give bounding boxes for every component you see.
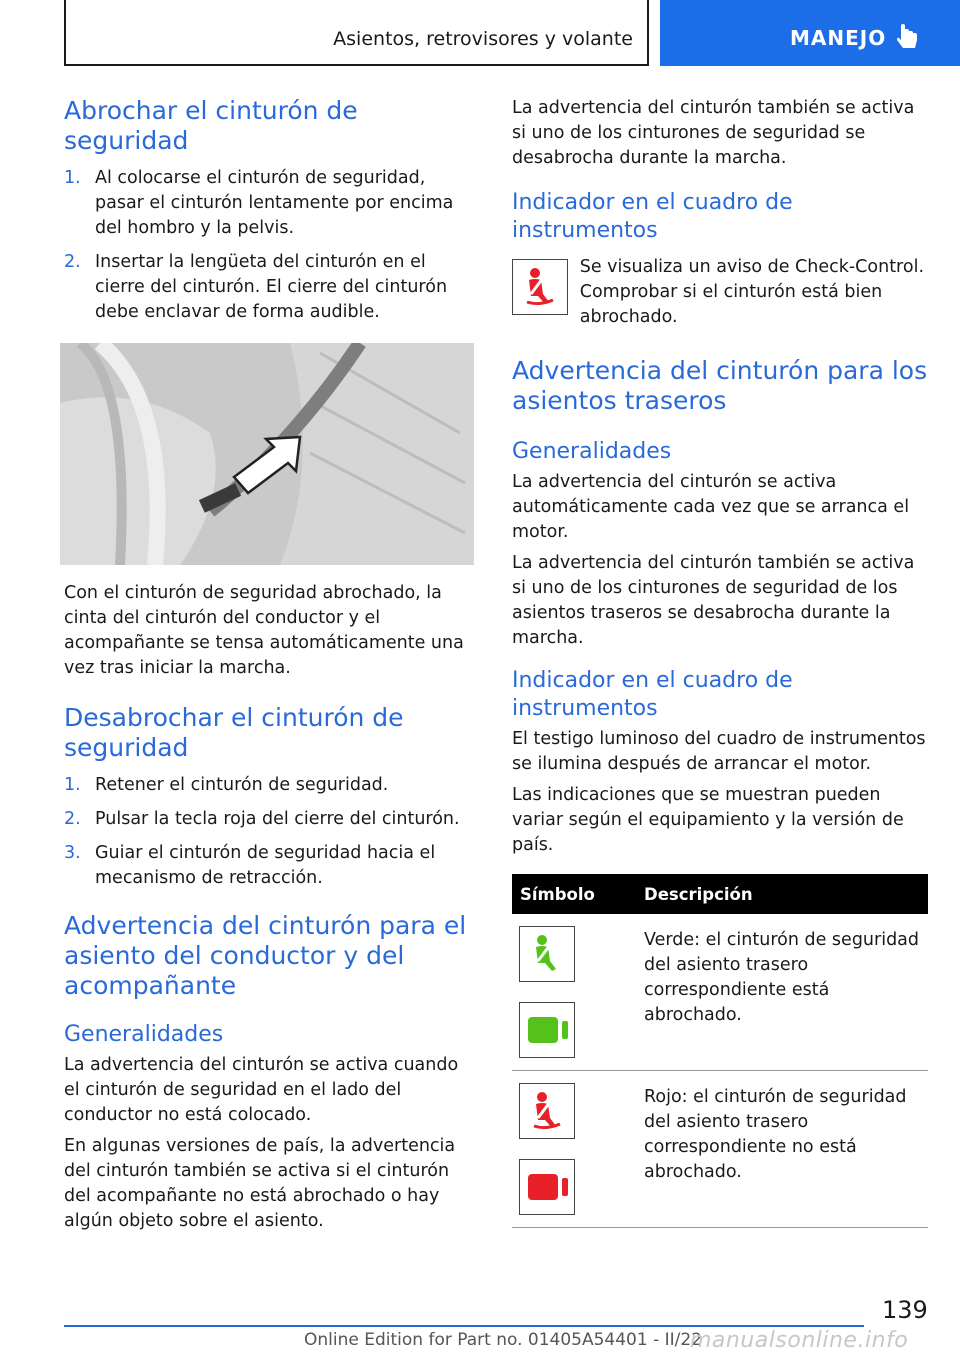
heading-advertencia-traseros: Advertencia del cinturón para los asientos traseros	[512, 356, 928, 415]
rear-belt-green-icon	[519, 926, 575, 982]
heading-generalidades: Generalidades	[64, 1022, 224, 1047]
paragraph: La advertencia del cinturón se activa cuando el cinturón de seguridad en el lado del conductor no está colocado.	[64, 1055, 459, 1125]
steering-hand-icon	[895, 22, 921, 52]
header-chapter-tab	[660, 0, 960, 66]
heading-indicador: Indicador en el cuadro de instrumentos	[512, 190, 793, 243]
table-header-symbol: Símbolo	[512, 874, 636, 914]
list-item: 2. Insertar la lengüeta del cinturón en el cierre del cinturón. El cierre del cinturón debe enclavar de forma audible.	[64, 252, 448, 322]
paragraph: Las indicaciones que se muestran pueden variar según el equipamiento y la versión de país.	[512, 785, 904, 855]
watermark: manualsonline.info	[690, 1328, 909, 1353]
table-row	[512, 1071, 928, 1228]
heading-abrochar: Abrochar el cinturón de seguridad	[64, 96, 358, 155]
seatbelt-photo	[60, 343, 474, 565]
list-item: 1. Retener el cinturón de seguridad.	[64, 775, 389, 795]
list-item: 2. Pulsar la tecla roja del cierre del cinturón.	[64, 809, 460, 829]
paragraph: La advertencia del cinturón también se activa si uno de los cinturones de seguridad de los asientos traseros se desabrocha durante la marcha.	[512, 553, 915, 648]
heading-indicador: Indicador en el cuadro de instrumentos	[512, 668, 793, 721]
header-section-title: Asientos, retrovisores y volante	[333, 28, 633, 50]
table-cell-description: Verde: el cinturón de seguridad del asiento trasero correspondiente está abrochado.	[636, 914, 928, 1071]
paragraph: En algunas versiones de país, la advertencia del cinturón también se activa si el cinturón del acompañante no está abrochado o hay algún objeto sobre el asiento.	[64, 1136, 456, 1231]
rear-belt-red-icon	[519, 1083, 575, 1139]
rear-seat-red-icon	[519, 1159, 575, 1215]
steps-desabrochar	[64, 773, 478, 891]
right-column	[512, 96, 928, 1228]
heading-advertencia-delanteros: Advertencia del cinturón para el asiento del conductor y del acompañante	[64, 911, 467, 1000]
footer-divider	[64, 1325, 864, 1327]
seatbelt-warning-icon	[512, 259, 568, 315]
paragraph: La advertencia del cinturón también se activa si uno de los cinturones de seguridad se desabrocha durante la marcha.	[512, 98, 915, 168]
steps-abrochar	[64, 166, 478, 325]
heading-generalidades: Generalidades	[512, 439, 672, 464]
left-column	[64, 96, 478, 1234]
list-item: 1. Al colocarse el cinturón de seguridad, pasar el cinturón lentamente por encima del hombro y la pelvis.	[64, 168, 454, 238]
table-cell-description: Rojo: el cinturón de seguridad del asiento trasero correspondiente no está abrochado.	[636, 1071, 928, 1228]
header-chapter-title: MANEJO	[790, 26, 887, 50]
seatbelt-illustration	[60, 343, 474, 565]
header-section-box	[64, 0, 649, 66]
photo-caption: Con el cinturón de seguridad abrochado, la cinta del cinturón del conductor y el acompañante se tensa automáticamente una vez tras iniciar la marcha.	[64, 583, 464, 678]
rear-seat-green-icon	[519, 1002, 575, 1058]
heading-desabrochar: Desabrochar el cinturón de seguridad	[64, 703, 404, 762]
indicator-text: Se visualiza un aviso de Check-Control. Comprobar si el cinturón está bien abrochado.	[579, 257, 925, 327]
table-row	[512, 914, 928, 1071]
page-number: 139	[882, 1296, 928, 1324]
paragraph: El testigo luminoso del cuadro de instrumentos se ilumina después de arrancar el motor.	[512, 729, 926, 774]
indicator-row	[512, 255, 928, 330]
symbol-table	[512, 874, 928, 1228]
footer-edition: Online Edition for Part no. 01405A54401 - II/22	[304, 1330, 703, 1350]
table-header-description: Descripción	[636, 874, 928, 914]
paragraph: La advertencia del cinturón se activa automáticamente cada vez que se arranca el motor.	[512, 472, 910, 542]
list-item: 3. Guiar el cinturón de seguridad hacia el mecanismo de retracción.	[64, 843, 436, 888]
